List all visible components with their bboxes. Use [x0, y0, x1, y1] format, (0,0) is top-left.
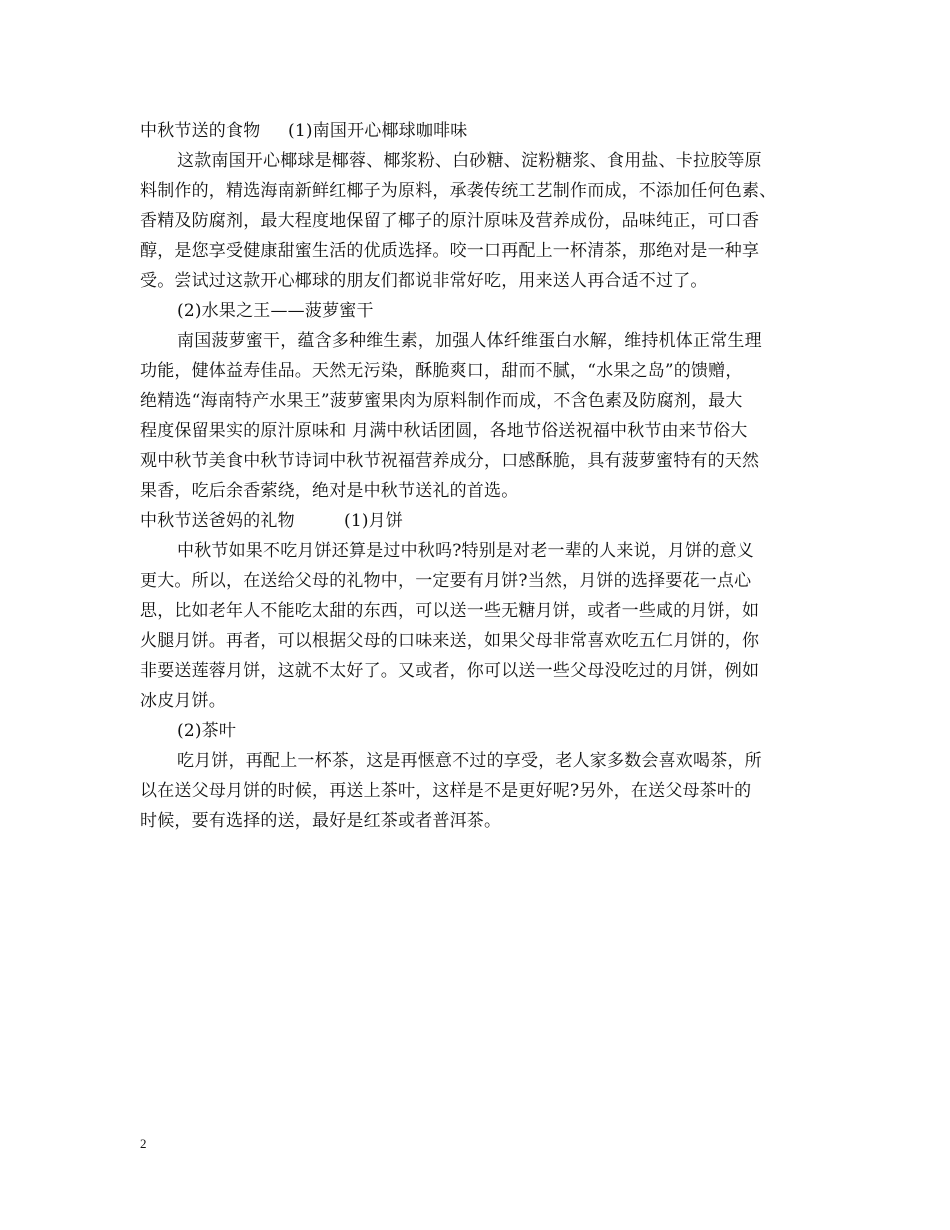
paragraph-line: 非要送莲蓉月饼，这就不太好了。又或者，你可以送一些父母没吃过的月饼，例如 [140, 661, 760, 681]
paragraph-tea [140, 746, 830, 836]
paragraph-line: 南国菠萝蜜干，蕴含多种维生素，加强人体纤维蛋白水解，维持机体正常生理 [177, 331, 762, 351]
paragraph-line: 火腿月饼。再者，可以根据父母的口味来送，如果父母非常喜欢吃五仁月饼的，你 [140, 631, 760, 651]
paragraph-line: 香精及防腐剂，最大程度地保留了椰子的原汁原味及营养成份，品味纯正，可口香 [140, 211, 760, 231]
document-body [140, 116, 830, 836]
paragraph-line: 料制作的，精选海南新鲜红椰子为原料，承袭传统工艺制作而成，不添加任何色素、 [140, 181, 777, 201]
section-heading-parents-gifts [140, 506, 830, 536]
item-title-jackfruit: (2)水果之王——菠萝蜜干 [177, 301, 374, 321]
section-heading-food [140, 116, 830, 146]
paragraph-coconut-ball [140, 146, 830, 296]
paragraph-jackfruit [140, 326, 830, 506]
paragraph-line: 绝精选“海南特产水果王”菠萝蜜果肉为原料制作而成，不含色素及防腐剂，最大 [140, 391, 743, 411]
section-title: 中秋节送爸妈的礼物 [140, 511, 295, 531]
paragraph-line: 功能，健体益寿佳品。天然无污染，酥脆爽口，甜而不腻，“水果之岛”的馈赠， [140, 361, 743, 381]
paragraph-line: 以在送父母月饼的时候，再送上茶叶，这样是不是更好呢?另外，在送父母茶叶的 [140, 781, 752, 801]
paragraph-line: 中秋节如果不吃月饼还算是过中秋吗?特别是对老一辈的人来说，月饼的意义 [177, 541, 754, 561]
item-title: (1)月饼 [344, 511, 404, 531]
paragraph-line: 醇，是您享受健康甜蜜生活的优质选择。咬一口再配上一杯清茶，那绝对是一种享 [140, 241, 760, 261]
paragraph-line: 观中秋节美食中秋节诗词中秋节祝福营养成分，口感酥脆，具有菠萝蜜特有的天然 [140, 451, 760, 471]
paragraph-line: 思，比如老年人不能吃太甜的东西，可以送一些无糖月饼，或者一些咸的月饼，如 [140, 601, 760, 621]
paragraph-line: 程度保留果实的原汁原味和 月满中秋话团圆，各地节俗送祝福中秋节由来节俗大 [140, 421, 748, 441]
paragraph-mooncake [140, 536, 830, 716]
paragraph-line: 更大。所以，在送给父母的礼物中，一定要有月饼?当然，月饼的选择要花一点心 [140, 571, 752, 591]
paragraph-line: 果香，吃后余香萦绕，绝对是中秋节送礼的首选。 [140, 481, 519, 501]
paragraph-line: 受。尝试过这款开心椰球的朋友们都说非常好吃，用来送人再合适不过了。 [140, 271, 708, 291]
paragraph-line: 时候，要有选择的送，最好是红茶或者普洱茶。 [140, 811, 502, 831]
item-title: (1)南国开心椰球咖啡味 [288, 121, 468, 141]
paragraph-line: 冰皮月饼。 [140, 691, 226, 711]
page-number: 2 [140, 1136, 147, 1151]
paragraph-line: 这款南国开心椰球是椰蓉、椰浆粉、白砂糖、淀粉糖浆、食用盐、卡拉胶等原 [177, 151, 762, 171]
item-title-tea: (2)茶叶 [177, 721, 237, 741]
paragraph-line: 吃月饼，再配上一杯茶，这是再惬意不过的享受，老人家多数会喜欢喝茶，所 [177, 751, 762, 771]
section-title: 中秋节送的食物 [140, 121, 261, 141]
